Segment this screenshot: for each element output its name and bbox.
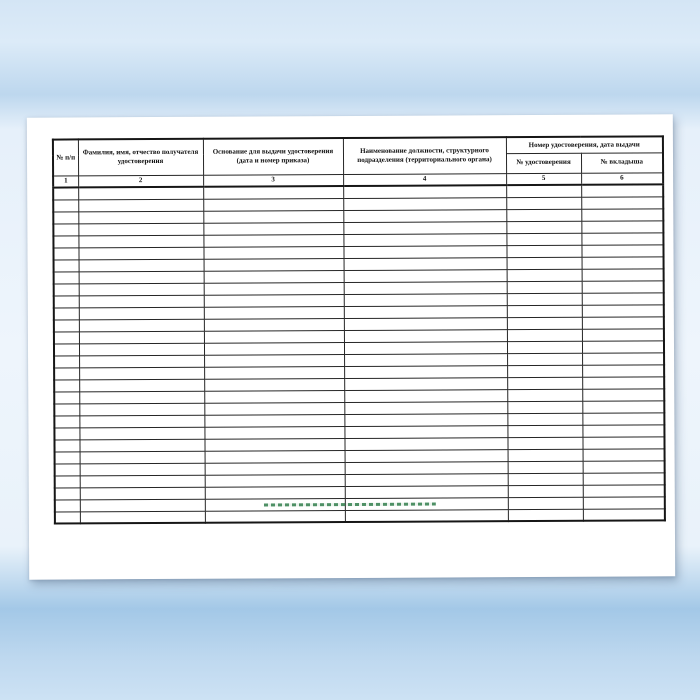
- table-cell: [204, 402, 344, 415]
- table-cell: [78, 199, 203, 212]
- table-cell: [507, 317, 582, 329]
- table-cell: [54, 283, 79, 295]
- table-cell: [506, 197, 581, 209]
- table-cell: [53, 199, 78, 211]
- table-cell: [583, 448, 665, 460]
- table-cell: [79, 367, 204, 380]
- table-cell: [581, 232, 663, 244]
- table-cell: [203, 198, 343, 211]
- table-cell: [344, 269, 507, 282]
- table-cell: [343, 185, 506, 198]
- table-cell: [79, 259, 204, 272]
- table-cell: [507, 425, 582, 437]
- table-cell: [508, 461, 583, 473]
- table-cell: [507, 353, 582, 365]
- col-header-npp: № п/п: [53, 139, 78, 175]
- table-cell: [344, 425, 507, 438]
- table-cell: [54, 307, 79, 319]
- table-cell: [344, 329, 507, 342]
- table-cell: [54, 355, 79, 367]
- table-cell: [343, 209, 506, 222]
- column-number: 3: [203, 174, 343, 187]
- table-cell: [344, 401, 507, 414]
- col-header-osnovanie: Основание для выдачи удостоверения (дата и номер приказа): [203, 138, 343, 175]
- table-cell: [581, 184, 663, 196]
- table-cell: [344, 413, 507, 426]
- table-cell: [205, 450, 345, 463]
- table-cell: [54, 427, 79, 439]
- table-cell: [507, 281, 582, 293]
- table-cell: [343, 233, 506, 246]
- table-cell: [204, 294, 344, 307]
- table-cell: [79, 391, 204, 404]
- table-cell: [582, 340, 664, 352]
- table-cell: [204, 414, 344, 427]
- table-cell: [80, 511, 205, 524]
- table-cell: [55, 499, 80, 511]
- column-number: 2: [78, 175, 203, 188]
- table-cell: [345, 509, 508, 522]
- table-cell: [80, 499, 205, 512]
- col-header-fio: Фамилия, имя, отчество получателя удостоверения: [78, 139, 203, 176]
- document-page: [27, 114, 675, 579]
- table-cell: [507, 341, 582, 353]
- table-cell: [583, 508, 665, 520]
- table-cell: [205, 474, 345, 487]
- table-cell: [506, 221, 581, 233]
- table-cell: [78, 223, 203, 236]
- table-cell: [582, 412, 664, 424]
- table-cell: [345, 449, 508, 462]
- table-cell: [54, 391, 79, 403]
- table-cell: [581, 244, 663, 256]
- table-cell: [203, 246, 343, 259]
- table-cell: [343, 221, 506, 234]
- table-header: [53, 136, 663, 187]
- table-cell: [508, 473, 583, 485]
- table-cell: [506, 245, 581, 257]
- table-cell: [507, 365, 582, 377]
- table-cell: [203, 234, 343, 247]
- table-cell: [204, 426, 344, 439]
- table-cell: [507, 329, 582, 341]
- table-cell: [344, 365, 507, 378]
- table-cell: [204, 330, 344, 343]
- table-cell: [79, 295, 204, 308]
- table-cell: [78, 247, 203, 260]
- table-cell: [582, 268, 664, 280]
- table-cell: [54, 439, 79, 451]
- table-cell: [79, 403, 204, 416]
- table-cell: [344, 305, 507, 318]
- table-cell: [79, 307, 204, 320]
- table-cell: [507, 305, 582, 317]
- table-cell: [582, 292, 664, 304]
- col-header-vkladysh: № вкладыша: [581, 152, 663, 172]
- table-cell: [345, 473, 508, 486]
- table-cell: [583, 472, 665, 484]
- table-cell: [507, 377, 582, 389]
- table-cell: [506, 185, 581, 197]
- table-cell: [343, 197, 506, 210]
- table-cell: [582, 400, 664, 412]
- table-cell: [54, 295, 79, 307]
- table-cell: [79, 355, 204, 368]
- table-cell: [79, 319, 204, 332]
- group-header-nomer-data: Номер удостоверения, дата выдачи: [506, 136, 663, 153]
- table-cell: [507, 413, 582, 425]
- table-cell: [508, 509, 583, 521]
- table-cell: [54, 271, 79, 283]
- table-cell: [507, 269, 582, 281]
- column-number: 5: [506, 173, 581, 185]
- table-cell: [204, 438, 344, 451]
- table-cell: [582, 316, 664, 328]
- table-cell: [204, 342, 344, 355]
- table-cell: [205, 486, 345, 499]
- table-cell: [80, 487, 205, 500]
- table-cell: [345, 485, 508, 498]
- table-cell: [79, 283, 204, 296]
- table-cell: [204, 366, 344, 379]
- table-cell: [582, 376, 664, 388]
- table-cell: [204, 378, 344, 391]
- table-row: [55, 508, 665, 523]
- table-cell: [55, 475, 80, 487]
- table-cell: [54, 379, 79, 391]
- table-cell: [54, 331, 79, 343]
- table-cell: [344, 317, 507, 330]
- table-cell: [55, 487, 80, 499]
- table-cell: [507, 437, 582, 449]
- table-cell: [55, 463, 80, 475]
- table-cell: [344, 281, 507, 294]
- column-number: 1: [53, 175, 78, 187]
- table-cell: [53, 235, 78, 247]
- table-cell: [508, 485, 583, 497]
- table-cell: [582, 304, 664, 316]
- table-cell: [344, 437, 507, 450]
- table-cell: [507, 293, 582, 305]
- table-cell: [344, 257, 507, 270]
- table-cell: [582, 388, 664, 400]
- table-cell: [506, 209, 581, 221]
- table-cell: [79, 343, 204, 356]
- table-cell: [345, 461, 508, 474]
- table-cell: [582, 364, 664, 376]
- table-cell: [79, 439, 204, 452]
- table-cell: [344, 353, 507, 366]
- table-cell: [53, 247, 78, 259]
- table-cell: [203, 210, 343, 223]
- table-cell: [80, 463, 205, 476]
- table-cell: [55, 451, 80, 463]
- table-cell: [54, 259, 79, 271]
- table-cell: [204, 306, 344, 319]
- table-cell: [344, 293, 507, 306]
- table-cell: [204, 318, 344, 331]
- table-cell: [582, 256, 664, 268]
- table-cell: [79, 331, 204, 344]
- table-cell: [79, 379, 204, 392]
- table-cell: [53, 187, 78, 199]
- table-cell: [507, 389, 582, 401]
- table-cell: [204, 354, 344, 367]
- table-cell: [53, 223, 78, 235]
- table-cell: [205, 510, 345, 523]
- table-cell: [581, 196, 663, 208]
- table-cell: [54, 343, 79, 355]
- table-cell: [344, 377, 507, 390]
- registry-table: [52, 135, 666, 524]
- table-cell: [54, 415, 79, 427]
- table-cell: [79, 415, 204, 428]
- table-cell: [54, 367, 79, 379]
- table-cell: [53, 211, 78, 223]
- table-cell: [582, 424, 664, 436]
- table-cell: [205, 462, 345, 475]
- table-cell: [55, 511, 80, 523]
- column-number: 6: [581, 172, 663, 184]
- table-cell: [203, 186, 343, 199]
- table-cell: [581, 208, 663, 220]
- table-cell: [508, 497, 583, 509]
- table-cell: [583, 484, 665, 496]
- table-cell: [80, 475, 205, 488]
- table-cell: [204, 282, 344, 295]
- table-cell: [203, 222, 343, 235]
- table-cell: [78, 211, 203, 224]
- table-cell: [78, 187, 203, 200]
- table-cell: [582, 328, 664, 340]
- table-cell: [582, 352, 664, 364]
- table-cell: [343, 245, 506, 258]
- table-cell: [583, 496, 665, 508]
- table-cell: [79, 427, 204, 440]
- table-cell: [54, 319, 79, 331]
- table-cell: [344, 389, 507, 402]
- table-cell: [507, 401, 582, 413]
- table-body: [53, 184, 665, 523]
- table-cell: [204, 270, 344, 283]
- table-cell: [204, 390, 344, 403]
- table-cell: [583, 460, 665, 472]
- table-cell: [582, 436, 664, 448]
- table-cell: [344, 341, 507, 354]
- table-cell: [507, 257, 582, 269]
- table-cell: [80, 451, 205, 464]
- table-cell: [54, 403, 79, 415]
- column-number: 4: [343, 173, 506, 186]
- col-header-dolzhnost: Наименование должности, структурного подразделения (территориального органа): [343, 137, 506, 174]
- table-cell: [506, 233, 581, 245]
- table-cell: [204, 258, 344, 271]
- table-cell: [581, 220, 663, 232]
- table-cell: [78, 235, 203, 248]
- table-cell: [79, 271, 204, 284]
- table-cell: [508, 449, 583, 461]
- col-header-udostoverenie: № удостоверения: [506, 153, 581, 173]
- table-cell: [582, 280, 664, 292]
